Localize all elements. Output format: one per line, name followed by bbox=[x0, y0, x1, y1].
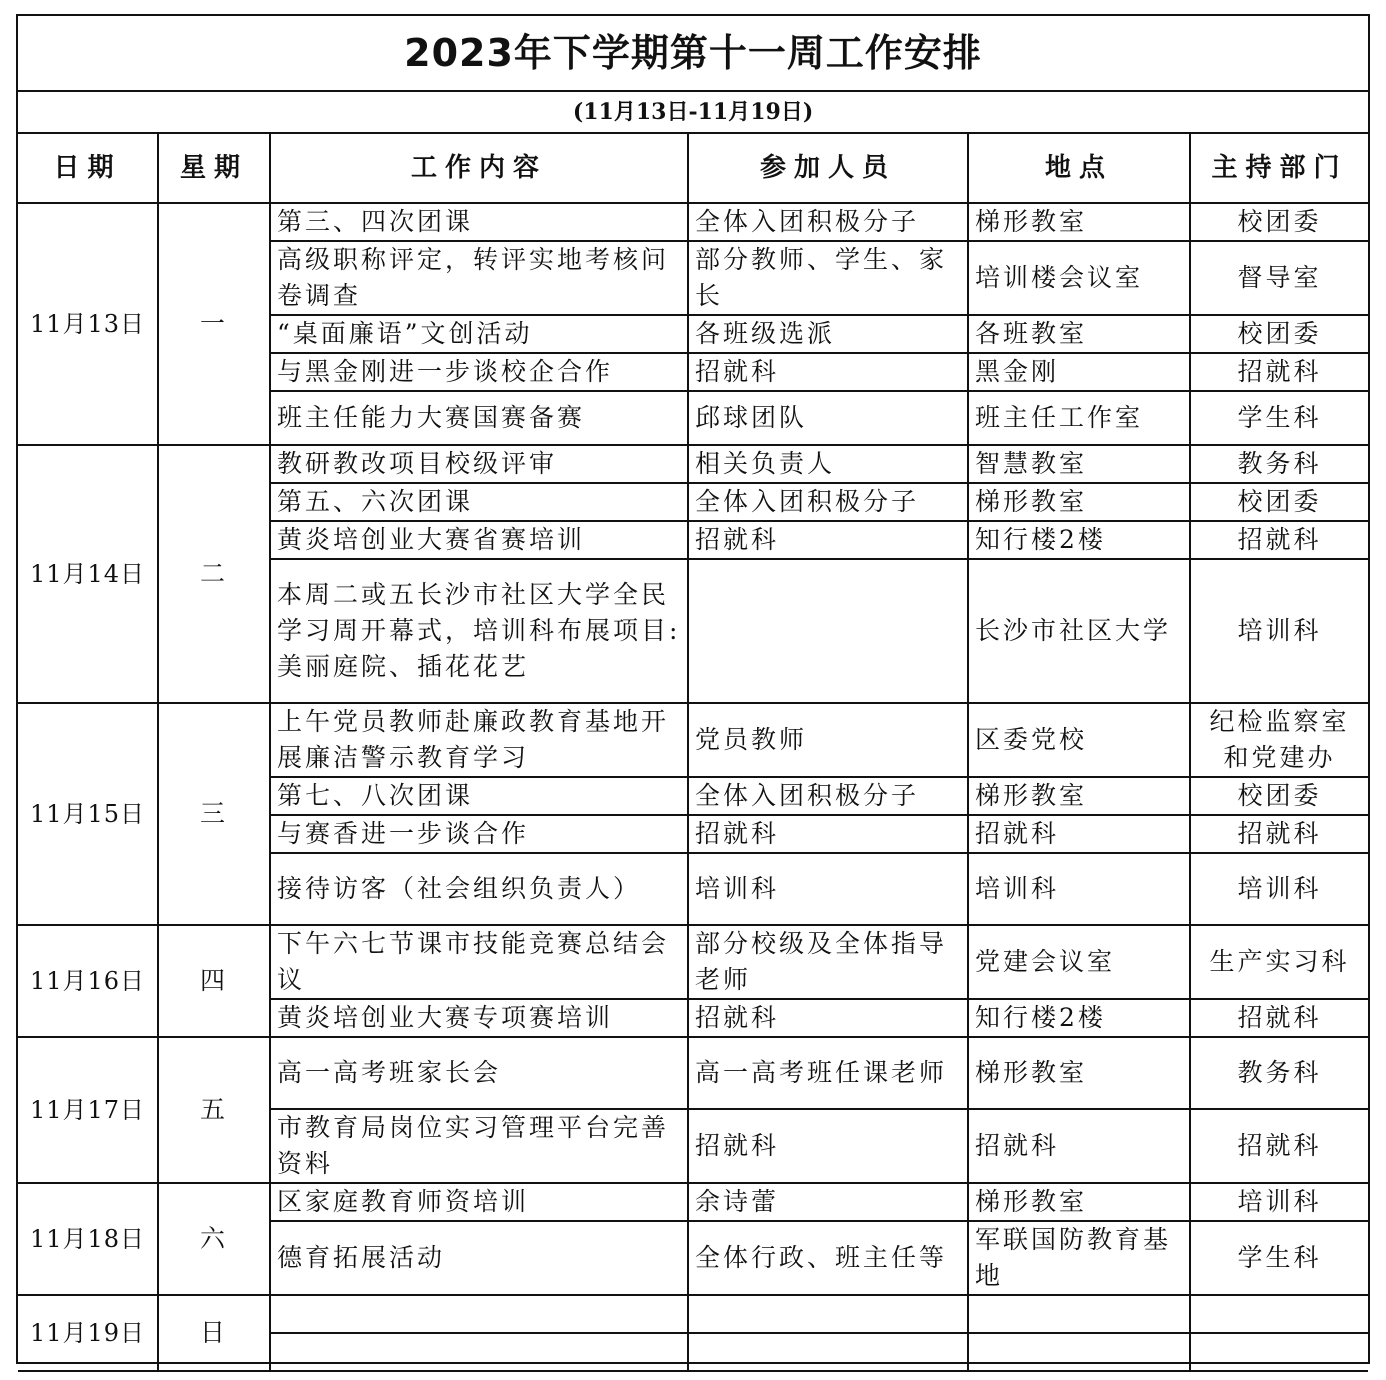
department-cell: 招就科 bbox=[1190, 999, 1368, 1037]
content-cell: 上午党员教师赴廉政教育基地开展廉洁警示教育学习 bbox=[270, 703, 688, 777]
header-location: 地点 bbox=[968, 133, 1190, 203]
department-cell: 校团委 bbox=[1190, 315, 1368, 353]
location-cell: 培训楼会议室 bbox=[968, 241, 1190, 315]
location-cell bbox=[968, 1333, 1190, 1371]
department-cell: 招就科 bbox=[1190, 353, 1368, 391]
department-cell: 招就科 bbox=[1190, 815, 1368, 853]
table-row bbox=[18, 1037, 1368, 1109]
location-cell: 区委党校 bbox=[968, 703, 1190, 777]
department-cell: 教务科 bbox=[1190, 1037, 1368, 1109]
participants-cell: 余诗蕾 bbox=[688, 1183, 968, 1221]
participants-cell: 高一高考班任课老师 bbox=[688, 1037, 968, 1109]
content-cell: 黄炎培创业大赛专项赛培训 bbox=[270, 999, 688, 1037]
date-cell: 11月19日 bbox=[18, 1295, 158, 1371]
participants-cell: 全体行政、班主任等 bbox=[688, 1221, 968, 1295]
weekday-cell: 日 bbox=[158, 1295, 270, 1371]
participants-cell: 各班级选派 bbox=[688, 315, 968, 353]
participants-cell bbox=[688, 559, 968, 703]
location-cell: 党建会议室 bbox=[968, 925, 1190, 999]
weekday-cell: 四 bbox=[158, 925, 270, 1037]
participants-cell: 党员教师 bbox=[688, 703, 968, 777]
content-cell: 第七、八次团课 bbox=[270, 777, 688, 815]
department-cell: 校团委 bbox=[1190, 203, 1368, 241]
location-cell: 培训科 bbox=[968, 853, 1190, 925]
date-cell: 11月18日 bbox=[18, 1183, 158, 1295]
content-cell: 本周二或五长沙市社区大学全民学习周开幕式，培训科布展项目:美丽庭院、插花花艺 bbox=[270, 559, 688, 703]
department-cell: 校团委 bbox=[1190, 777, 1368, 815]
content-cell: “桌面廉语”文创活动 bbox=[270, 315, 688, 353]
participants-cell: 全体入团积极分子 bbox=[688, 777, 968, 815]
location-cell: 黑金刚 bbox=[968, 353, 1190, 391]
weekday-cell: 五 bbox=[158, 1037, 270, 1183]
header-participants: 参加人员 bbox=[688, 133, 968, 203]
participants-cell: 全体入团积极分子 bbox=[688, 203, 968, 241]
location-cell: 知行楼2楼 bbox=[968, 999, 1190, 1037]
location-cell: 梯形教室 bbox=[968, 1183, 1190, 1221]
title-row bbox=[18, 16, 1368, 91]
table-row bbox=[18, 703, 1368, 777]
participants-cell: 部分校级及全体指导老师 bbox=[688, 925, 968, 999]
date-cell: 11月17日 bbox=[18, 1037, 158, 1183]
location-cell bbox=[968, 1295, 1190, 1333]
location-cell: 知行楼2楼 bbox=[968, 521, 1190, 559]
department-cell: 招就科 bbox=[1190, 521, 1368, 559]
location-cell: 梯形教室 bbox=[968, 483, 1190, 521]
department-cell: 培训科 bbox=[1190, 853, 1368, 925]
weekday-cell: 二 bbox=[158, 445, 270, 703]
participants-cell: 全体入团积极分子 bbox=[688, 483, 968, 521]
table-row bbox=[18, 1295, 1368, 1333]
content-cell: 高级职称评定，转评实地考核问卷调查 bbox=[270, 241, 688, 315]
department-cell: 招就科 bbox=[1190, 1109, 1368, 1183]
participants-cell: 招就科 bbox=[688, 1109, 968, 1183]
header-row bbox=[18, 133, 1368, 203]
header-content: 工作内容 bbox=[270, 133, 688, 203]
location-cell: 班主任工作室 bbox=[968, 391, 1190, 445]
location-cell: 梯形教室 bbox=[968, 203, 1190, 241]
location-cell: 梯形教室 bbox=[968, 777, 1190, 815]
date-range: (11月13日-11月19日) bbox=[18, 91, 1368, 133]
content-cell: 与黑金刚进一步谈校企合作 bbox=[270, 353, 688, 391]
department-cell bbox=[1190, 1333, 1368, 1371]
content-cell: 第五、六次团课 bbox=[270, 483, 688, 521]
subtitle-row bbox=[18, 91, 1368, 133]
department-cell: 培训科 bbox=[1190, 1183, 1368, 1221]
location-cell: 招就科 bbox=[968, 815, 1190, 853]
page-title: 2023年下学期第十一周工作安排 bbox=[18, 16, 1368, 91]
table-row bbox=[18, 203, 1368, 241]
location-cell: 长沙市社区大学 bbox=[968, 559, 1190, 703]
content-cell: 德育拓展活动 bbox=[270, 1221, 688, 1295]
table-row bbox=[18, 925, 1368, 999]
participants-cell: 招就科 bbox=[688, 353, 968, 391]
table-row bbox=[18, 1183, 1368, 1221]
department-cell: 生产实习科 bbox=[1190, 925, 1368, 999]
department-cell: 校团委 bbox=[1190, 483, 1368, 521]
department-cell bbox=[1190, 1295, 1368, 1333]
content-cell: 教研教改项目校级评审 bbox=[270, 445, 688, 483]
header-department: 主持部门 bbox=[1190, 133, 1368, 203]
participants-cell: 招就科 bbox=[688, 999, 968, 1037]
content-cell bbox=[270, 1295, 688, 1333]
participants-cell: 相关负责人 bbox=[688, 445, 968, 483]
department-cell: 学生科 bbox=[1190, 391, 1368, 445]
content-cell: 第三、四次团课 bbox=[270, 203, 688, 241]
header-date: 日期 bbox=[18, 133, 158, 203]
location-cell: 智慧教室 bbox=[968, 445, 1190, 483]
table-row bbox=[18, 445, 1368, 483]
participants-cell: 招就科 bbox=[688, 521, 968, 559]
location-cell: 梯形教室 bbox=[968, 1037, 1190, 1109]
participants-cell bbox=[688, 1295, 968, 1333]
department-cell: 纪检监察室和党建办 bbox=[1190, 703, 1368, 777]
participants-cell bbox=[688, 1333, 968, 1371]
location-cell: 军联国防教育基地 bbox=[968, 1221, 1190, 1295]
weekday-cell: 六 bbox=[158, 1183, 270, 1295]
participants-cell: 招就科 bbox=[688, 815, 968, 853]
location-cell: 招就科 bbox=[968, 1109, 1190, 1183]
content-cell: 高一高考班家长会 bbox=[270, 1037, 688, 1109]
department-cell: 教务科 bbox=[1190, 445, 1368, 483]
department-cell: 督导室 bbox=[1190, 241, 1368, 315]
participants-cell: 培训科 bbox=[688, 853, 968, 925]
content-cell: 区家庭教育师资培训 bbox=[270, 1183, 688, 1221]
date-cell: 11月15日 bbox=[18, 703, 158, 925]
department-cell: 学生科 bbox=[1190, 1221, 1368, 1295]
location-cell: 各班教室 bbox=[968, 315, 1190, 353]
content-cell: 接待访客（社会组织负责人） bbox=[270, 853, 688, 925]
weekday-cell: 三 bbox=[158, 703, 270, 925]
schedule-sheet bbox=[16, 14, 1370, 1364]
content-cell: 与赛香进一步谈合作 bbox=[270, 815, 688, 853]
content-cell: 班主任能力大赛国赛备赛 bbox=[270, 391, 688, 445]
date-cell: 11月13日 bbox=[18, 203, 158, 445]
date-cell: 11月16日 bbox=[18, 925, 158, 1037]
date-cell: 11月14日 bbox=[18, 445, 158, 703]
participants-cell: 部分教师、学生、家长 bbox=[688, 241, 968, 315]
schedule-table bbox=[18, 16, 1368, 1372]
participants-cell: 邱球团队 bbox=[688, 391, 968, 445]
header-weekday: 星期 bbox=[158, 133, 270, 203]
content-cell bbox=[270, 1333, 688, 1371]
content-cell: 下午六七节课市技能竞赛总结会议 bbox=[270, 925, 688, 999]
content-cell: 市教育局岗位实习管理平台完善资料 bbox=[270, 1109, 688, 1183]
department-cell: 培训科 bbox=[1190, 559, 1368, 703]
weekday-cell: 一 bbox=[158, 203, 270, 445]
content-cell: 黄炎培创业大赛省赛培训 bbox=[270, 521, 688, 559]
